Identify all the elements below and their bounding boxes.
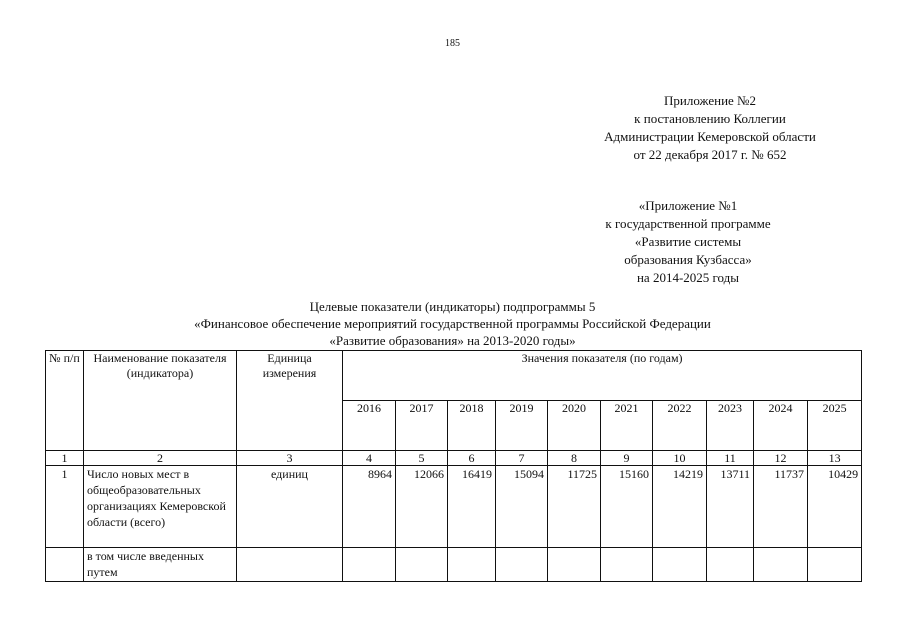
header-year: 2022 (653, 401, 707, 451)
column-number: 8 (548, 451, 601, 466)
row-value: 10429 (808, 466, 862, 548)
page-number: 185 (445, 38, 460, 49)
row-value (653, 548, 707, 582)
row-value (448, 548, 496, 582)
header-year: 2020 (548, 401, 601, 451)
row-unit (237, 548, 343, 582)
table-row (46, 548, 862, 582)
appendix-2-line: Приложение №2 (664, 93, 756, 108)
row-value (754, 548, 808, 582)
appendix-2-line: к постановлению Коллегии (634, 111, 786, 126)
header-year: 2018 (448, 401, 496, 451)
row-unit: единиц (237, 466, 343, 548)
column-number: 9 (601, 451, 653, 466)
appendix-2-block (580, 92, 840, 164)
row-value: 8964 (343, 466, 396, 548)
row-value: 12066 (396, 466, 448, 548)
appendix-1-line: на 2014-2025 годы (636, 270, 740, 285)
appendix-1-line: образования Кузбасса» (624, 252, 752, 267)
row-value: 15094 (496, 466, 548, 548)
column-number: 4 (343, 451, 396, 466)
header-unit: Единица измерения (237, 351, 343, 451)
header-values-group: Значения показателя (по годам) (343, 351, 862, 401)
header-year: 2023 (707, 401, 754, 451)
column-number: 13 (808, 451, 862, 466)
appendix-1-line: «Развитие системы (634, 234, 742, 249)
column-number: 5 (396, 451, 448, 466)
header-year: 2025 (808, 401, 862, 451)
table-row (46, 466, 862, 548)
title-line: «Финансовое обеспечение мероприятий государственной программы Российской Федерации (194, 316, 711, 331)
column-number: 12 (754, 451, 808, 466)
appendix-1-line: к государственной программе (605, 216, 771, 231)
header-year: 2021 (601, 401, 653, 451)
row-value: 13711 (707, 466, 754, 548)
column-number: 11 (707, 451, 754, 466)
row-value (548, 548, 601, 582)
row-value: 11737 (754, 466, 808, 548)
row-value: 16419 (448, 466, 496, 548)
appendix-2-line: Администрации Кемеровской области (604, 129, 816, 144)
row-value (343, 548, 396, 582)
column-number: 6 (448, 451, 496, 466)
appendix-1-block (578, 197, 798, 287)
column-number-row (46, 451, 862, 466)
header-year: 2016 (343, 401, 396, 451)
title-line: «Развитие образования» на 2013-2020 годы» (329, 333, 576, 348)
row-value (808, 548, 862, 582)
header-year: 2017 (396, 401, 448, 451)
column-number: 10 (653, 451, 707, 466)
header-num: № п/п (46, 351, 84, 451)
header-year: 2019 (496, 401, 548, 451)
indicators-table (45, 350, 862, 582)
title-line: Целевые показатели (индикаторы) подпрограммы 5 (309, 299, 596, 314)
row-value (496, 548, 548, 582)
row-value: 15160 (601, 466, 653, 548)
column-number: 3 (237, 451, 343, 466)
header-name: Наименование показателя (индикатора) (84, 351, 237, 451)
header-year: 2024 (754, 401, 808, 451)
row-value (707, 548, 754, 582)
row-value (396, 548, 448, 582)
row-value: 14219 (653, 466, 707, 548)
appendix-1-line: «Приложение №1 (638, 198, 738, 213)
column-number: 1 (46, 451, 84, 466)
appendix-2-line: от 22 декабря 2017 г. № 652 (633, 147, 787, 162)
row-name: Число новых мест в общеобразовательных организациях Кемеровской области (всего) (84, 466, 237, 548)
column-number: 7 (496, 451, 548, 466)
row-num: 1 (46, 466, 84, 548)
row-name: в том числе введенных путем (84, 548, 237, 582)
column-number: 2 (84, 451, 237, 466)
row-value (601, 548, 653, 582)
row-num (46, 548, 84, 582)
document-title (0, 298, 905, 349)
row-value: 11725 (548, 466, 601, 548)
